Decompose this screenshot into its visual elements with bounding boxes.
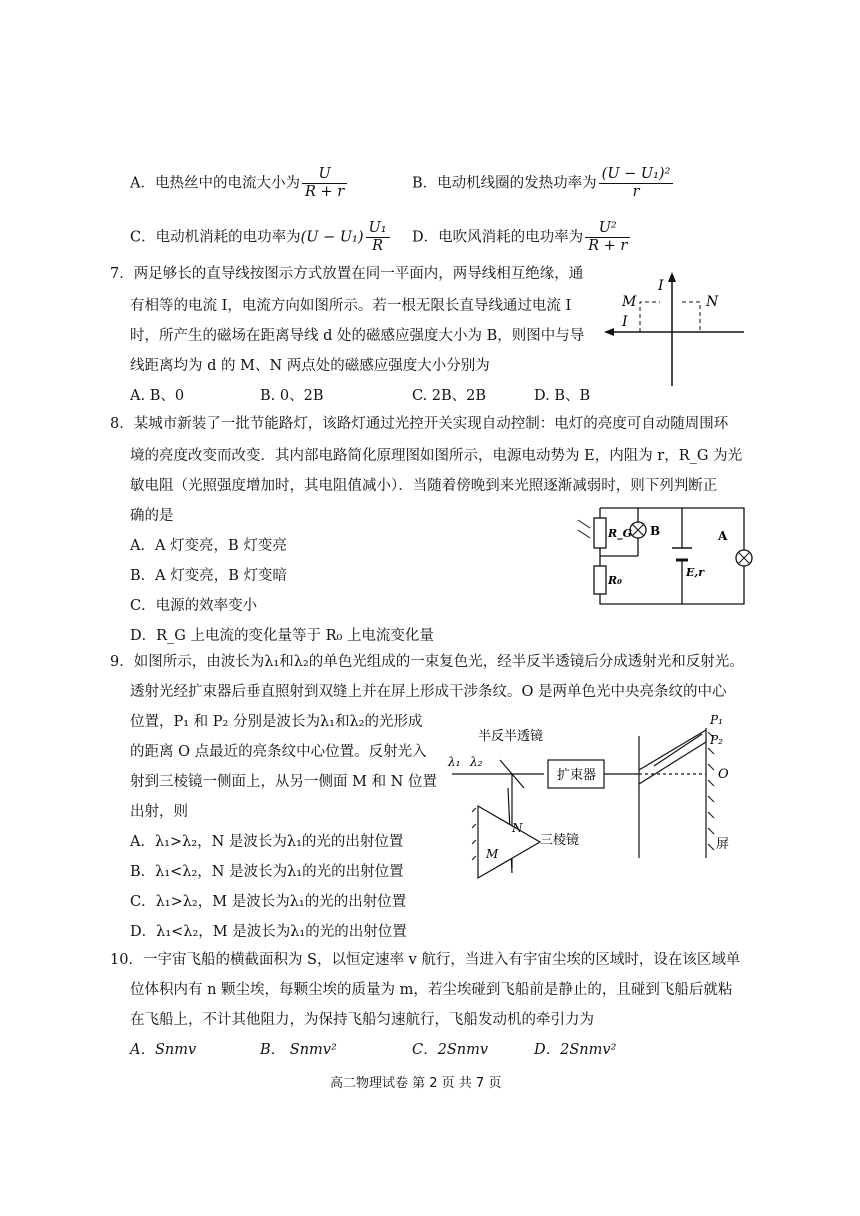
- label-p2: P₂: [710, 733, 723, 747]
- label-m: M: [486, 847, 499, 861]
- label-rg: R_G: [608, 527, 633, 540]
- denominator: R + r: [304, 184, 345, 200]
- fig-label-i-left: I: [622, 314, 628, 330]
- q9-line-5: 射到三棱镜一侧面上，从另一侧面 M 和 N 位置: [130, 774, 437, 790]
- label-prism: 三棱镜: [540, 833, 580, 848]
- fig-label-i-top: I: [658, 278, 664, 294]
- fraction: [366, 220, 390, 255]
- lamp-b-icon: [630, 522, 646, 538]
- label-n: N: [512, 821, 523, 835]
- q8-circuit-figure: [574, 500, 762, 612]
- q8-option-a: A．A 灯变亮，B 灯变亮: [130, 538, 287, 554]
- q8-option-d: D．R_G 上电流的变化量等于 R₀ 上电流变化量: [130, 628, 434, 644]
- numerator: U₁: [366, 220, 390, 238]
- numerator: (U − U₁)²: [599, 166, 674, 184]
- q7-option-b: B. 0、2B: [260, 388, 324, 404]
- lamp-a-icon: [736, 550, 752, 566]
- label-p1: P₁: [710, 713, 723, 727]
- label-o: O: [718, 767, 729, 782]
- page-footer: 高二物理试卷 第 2 页 共 7 页: [330, 1076, 502, 1091]
- q9-line-6: 出射，则: [130, 804, 188, 820]
- q10-option-d: D．2Snmv²: [534, 1042, 617, 1058]
- q9-line-3: 位置，P₁ 和 P₂ 分别是波长为λ₁和λ₂的光形成: [130, 714, 423, 730]
- q7-line-1: 7．两足够长的直导线按图示方式放置在同一平面内，两导线相互绝缘，通: [110, 266, 584, 282]
- fig-label-n: N: [706, 294, 719, 310]
- label-expander: 扩束器: [557, 768, 597, 783]
- q7-option-d: D. B、B: [534, 388, 591, 404]
- expression: (U − U₁): [300, 229, 364, 246]
- q10-line-1: 10．一宇宙飞船的横截面积为 S，以恒定速率 v 航行，当进入有宇宙尘埃的区域时，设在该区域单: [110, 952, 741, 968]
- q8-line-2: 境的亮度改变而改变．其内部电路简化原理图如图所示，电源电动势为 E，内阻为 r，R_G 为光: [130, 448, 743, 464]
- light-arrows-icon: [578, 520, 590, 538]
- q6-option-b-text: B．电动机线圈的发热功率为: [412, 175, 597, 192]
- q7-line-4: 线距离均为 d 的 M、N 两点处的磁感应强度大小分别为: [130, 358, 490, 374]
- fraction: [599, 166, 674, 201]
- q9-option-b: B．λ₁<λ₂，N 是波长为λ₁的光的出射位置: [130, 864, 404, 880]
- q10-option-c: C．2Snmv: [412, 1042, 489, 1058]
- q6-option-a-text: A．电热丝中的电流大小为: [130, 175, 300, 192]
- q6-option-d-text: D．电吹风消耗的电功率为: [412, 229, 584, 246]
- label-lambda2: λ₂: [470, 755, 483, 769]
- q7-option-a: A. B、0: [130, 388, 185, 404]
- q8-line-3: 敏电阻（光照强度增加时，其电阻值减小）．当随着傍晚到来光照逐渐减弱时，则下列判断正: [130, 478, 718, 494]
- label-lambda1: λ₁: [448, 755, 461, 769]
- q7-wire-figure: [600, 268, 750, 390]
- q7-line-3: 时，所产生的磁场在距离导线 d 处的磁感应强度大小为 B，则图中与导: [130, 328, 585, 344]
- q10-line-3: 在飞船上，不计其他阻力，为保持飞船匀速航行，飞船发动机的牵引力为: [130, 1012, 594, 1028]
- q10-option-b: B． Snmv²: [260, 1042, 337, 1058]
- numerator: U: [302, 166, 347, 184]
- label-half-mirror: 半反半透镜: [478, 729, 544, 744]
- q6-option-d: [412, 220, 632, 255]
- label-r0: R₀: [608, 574, 622, 587]
- denominator: R: [372, 238, 384, 254]
- q6-option-c: [130, 220, 392, 255]
- q8-option-c: C．电源的效率变小: [130, 598, 258, 614]
- q8-line-1: 8．某城市新装了一批节能路灯，该路灯通过光控开关实现自动控制：电灯的亮度可自动随周围环: [110, 416, 729, 432]
- q9-option-c: C．λ₁>λ₂，M 是波长为λ₁的光的出射位置: [130, 894, 407, 910]
- q9-optics-figure: [444, 708, 744, 884]
- fraction: [302, 166, 347, 201]
- label-a: A: [718, 529, 728, 543]
- q9-option-d: D．λ₁<λ₂，M 是波长为λ₁的光的出射位置: [130, 924, 407, 940]
- label-er: E,r: [686, 566, 705, 579]
- denominator: r: [632, 184, 640, 200]
- q7-option-c: C. 2B、2B: [412, 388, 487, 404]
- fraction: [585, 220, 630, 255]
- q8-line-4: 确的是: [130, 508, 174, 524]
- denominator: R + r: [588, 238, 628, 254]
- q10-line-2: 位体积内有 n 颗尘埃，每颗尘埃的质量为 m，若尘埃碰到飞船前是静止的，且碰到飞船后就粘: [130, 982, 733, 998]
- dashed-n: [682, 302, 700, 332]
- photoresistor-rg: [594, 518, 606, 548]
- q6-option-b: [412, 166, 675, 201]
- q6-option-c-text: C．电动机消耗的电功率为: [130, 229, 301, 246]
- fig-label-m: M: [622, 294, 637, 310]
- q9-line-4: 的距离 O 点最近的亮条纹中心位置。反射光入: [130, 744, 427, 760]
- q8-option-b: B．A 灯变亮，B 灯变暗: [130, 568, 287, 584]
- q9-line-2: 透射光经扩束器后垂直照射到双缝上并在屏上形成干涉条纹。O 是两单色光中央亮条纹的中心: [130, 684, 727, 700]
- q10-option-a: A．Snmv: [130, 1042, 197, 1058]
- up-arrow-icon: [668, 272, 676, 282]
- numerator: U²: [585, 220, 630, 238]
- q9-option-a: A．λ₁>λ₂，N 是波长为λ₁的光的出射位置: [130, 834, 404, 850]
- label-b: B: [650, 524, 661, 538]
- q6-option-a: [130, 166, 349, 201]
- left-arrow-icon: [604, 328, 614, 336]
- q9-line-1: 9．如图所示，由波长为λ₁和λ₂的单色光组成的一束复色光，经半反半透镜后分成透射光和反射光。: [110, 654, 744, 670]
- resistor-r0: [594, 566, 606, 594]
- battery-icon: [672, 548, 692, 560]
- q7-line-2: 有相等的电流 I，电流方向如图所示。若一根无限长直导线通过电流 I: [130, 298, 572, 314]
- dashed-m: [640, 302, 660, 332]
- label-screen: 屏: [716, 837, 730, 852]
